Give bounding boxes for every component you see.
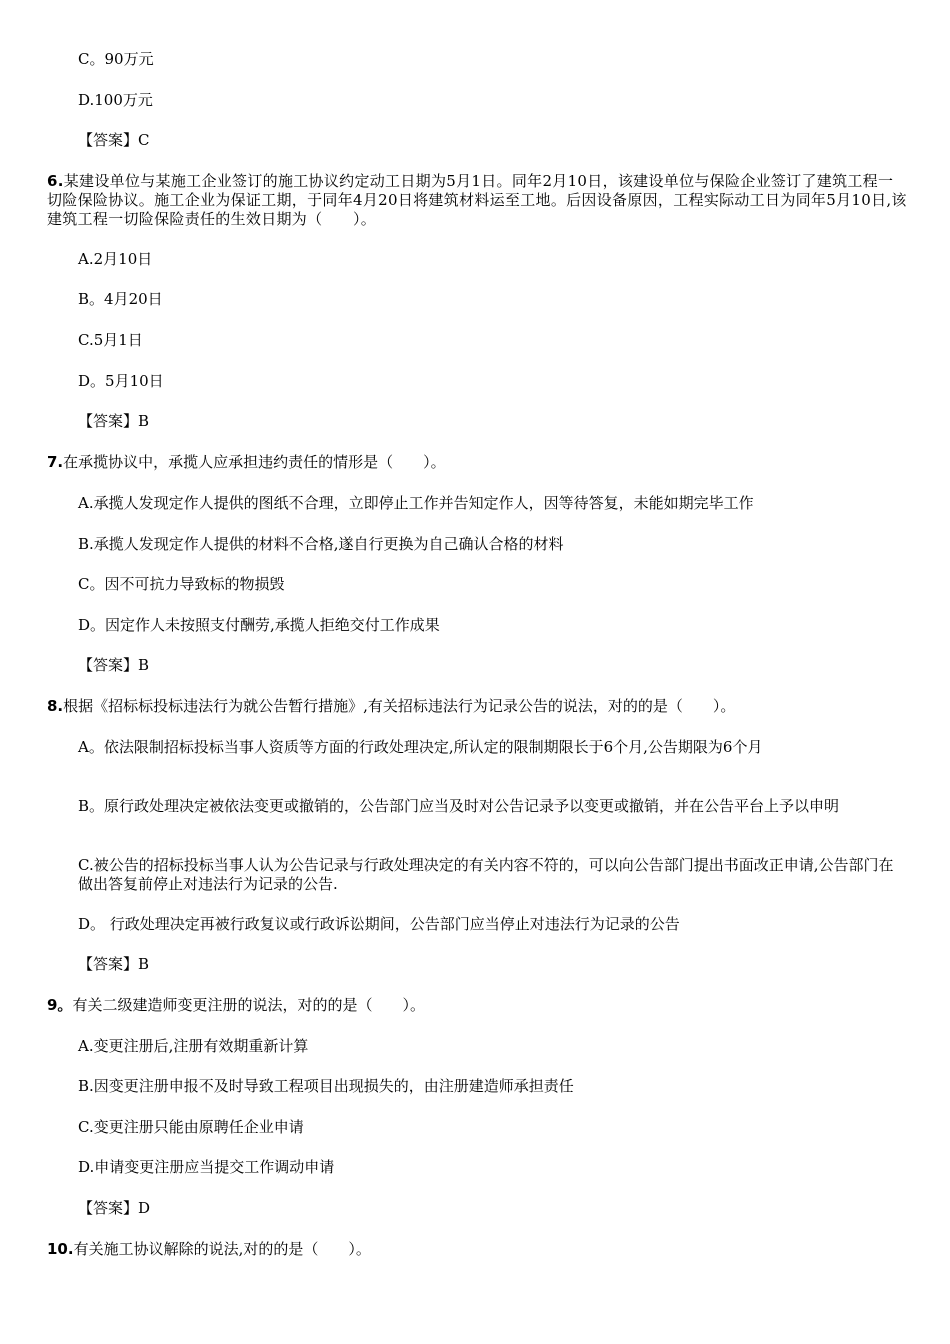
q5-option-d: D.100万元 <box>78 91 153 109</box>
q10-stem <box>47 1240 371 1259</box>
q7-stem <box>47 453 446 472</box>
q8-option-c: C.被公告的招标投标当事人认为公告记录与行政处理决定的有关内容不符的，可以向公告部门提出书面改正申请,公告部门在做出答复前停止对违法行为记录的公告. <box>78 856 894 893</box>
q6-option-b: B。4月20日 <box>78 290 163 308</box>
q8-number: 8. <box>47 697 64 715</box>
q7-number: 7. <box>47 453 64 471</box>
q9-option-a: A.变更注册后,注册有效期重新计算 <box>78 1037 309 1055</box>
q7-option-d: D。因定作人未按照支付酬劳,承揽人拒绝交付工作成果 <box>78 616 440 634</box>
q9-stem <box>47 996 425 1015</box>
q9-answer: 【答案】D <box>78 1199 151 1217</box>
q7-option-c: C。因不可抗力导致标的物损毁 <box>78 575 285 593</box>
q7-option-b: B.承揽人发现定作人提供的材料不合格,遂自行更换为自己确认合格的材料 <box>78 535 564 553</box>
q7-option-a: A.承揽人发现定作人提供的图纸不合理，立即停止工作并告知定作人，因等待答复，未能如期完毕工作 <box>78 494 754 512</box>
q6-text: 某建设单位与某施工企业签订的施工协议约定动工日期为5月1日。同年2月10日，该建设单位与保险企业签订了建筑工程一切险保险协议。施工企业为保证工期，于同年4月20日将建筑材料运至工地。后因设备原因，工程实际动工日为同年5月10日,该建筑工程一切险保险责任的生效日期为（ ）。 <box>47 172 907 228</box>
q5-option-c: C。90万元 <box>78 50 154 68</box>
q6-number: 6. <box>47 172 64 190</box>
q8-answer: 【答案】B <box>78 955 150 973</box>
q6-stem <box>47 172 907 229</box>
q5-answer: 【答案】C <box>78 131 150 149</box>
q9-option-b: B.因变更注册申报不及时导致工程项目出现损失的，由注册建造师承担责任 <box>78 1077 574 1095</box>
q8-option-b: B。原行政处理决定被依法变更或撤销的，公告部门应当及时对公告记录予以变更或撤销，并在公告平台上予以申明 <box>78 797 840 815</box>
q6-answer: 【答案】B <box>78 412 150 430</box>
q9-text: 有关二级建造师变更注册的说法，对的的是（ ）。 <box>72 996 425 1014</box>
q7-text: 在承揽协议中，承揽人应承担违约责任的情形是（ ）。 <box>63 453 446 471</box>
q6-option-c: C.5月1日 <box>78 331 143 349</box>
q9-option-c: C.变更注册只能由原聘任企业申请 <box>78 1118 304 1136</box>
q8-option-d: D。 行政处理决定再被行政复议或行政诉讼期间，公告部门应当停止对违法行为记录的公告 <box>78 915 680 933</box>
q10-number: 10. <box>47 1240 74 1258</box>
q8-option-a: A。依法限制招标投标当事人资质等方面的行政处理决定,所认定的限制期限长于6个月,公告期限为6个月 <box>78 738 763 756</box>
q10-text: 有关施工协议解除的说法,对的的是（ ）。 <box>73 1240 371 1258</box>
q9-option-d: D.申请变更注册应当提交工作调动申请 <box>78 1158 335 1176</box>
q8-stem <box>47 697 735 716</box>
q6-option-a: A.2月10日 <box>78 250 153 268</box>
q9-number: 9。 <box>47 996 73 1014</box>
q8-text: 根据《招标标投标违法行为就公告暂行措施》,有关招标违法行为记录公告的说法，对的的是（ ）。 <box>63 697 736 715</box>
q7-answer: 【答案】B <box>78 656 150 674</box>
q6-option-d: D。5月10日 <box>78 372 164 390</box>
